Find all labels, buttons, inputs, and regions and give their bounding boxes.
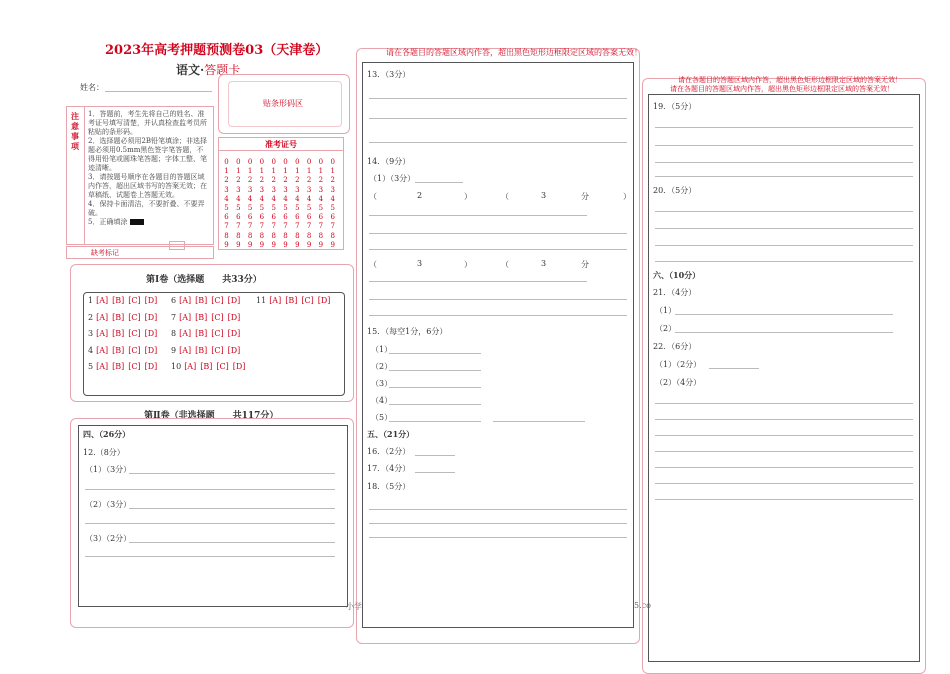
exam-id-digit[interactable]: 6 — [271, 213, 276, 222]
exam-id-digit[interactable]: 0 — [318, 158, 324, 166]
exam-id-column[interactable] — [305, 158, 314, 250]
exam-id-digit[interactable]: 9 — [330, 240, 335, 249]
exam-id-column[interactable] — [246, 158, 255, 250]
exam-id-column[interactable] — [281, 158, 290, 250]
exam-id-digit[interactable]: 9 — [271, 240, 276, 249]
answer-line[interactable] — [369, 509, 627, 510]
answer-line[interactable] — [85, 556, 335, 557]
exam-id-digit[interactable]: 5 — [224, 204, 229, 213]
exam-id-digit[interactable]: 7 — [318, 222, 324, 231]
mc-option-bubble[interactable]: [C] — [211, 345, 224, 355]
mc-question-number: 9 — [171, 345, 177, 355]
answer-line[interactable] — [655, 467, 913, 468]
exam-id-digit[interactable]: 3 — [259, 185, 265, 194]
mc-option-bubble[interactable]: [B] — [112, 296, 125, 305]
exam-id-digit[interactable]: 6 — [330, 213, 335, 222]
mc-option-bubble[interactable]: [B] — [112, 362, 125, 371]
q12-3-label: （3）（2分） — [85, 534, 132, 543]
mc-option-bubble[interactable]: [C] — [211, 329, 224, 338]
answer-line[interactable] — [129, 473, 335, 474]
exam-id-digit[interactable]: 0 — [259, 158, 265, 166]
answer-line[interactable] — [655, 261, 913, 262]
q15-3-label: （3） — [371, 379, 393, 388]
mc-option-bubble[interactable]: [B] — [112, 345, 125, 355]
exam-id-digit[interactable]: 9 — [306, 240, 312, 249]
exam-id-digit[interactable]: 9 — [318, 240, 324, 249]
answer-line[interactable] — [415, 182, 463, 183]
mc-option-bubble[interactable]: [A] — [179, 329, 192, 338]
answer-line[interactable] — [415, 472, 455, 473]
answer-line[interactable] — [369, 315, 627, 316]
mc-option-bubble[interactable]: [D] — [232, 362, 246, 371]
mc-option-bubble[interactable]: [B] — [112, 312, 125, 322]
exam-id-digit[interactable]: 0 — [330, 158, 335, 166]
answer-line[interactable] — [389, 353, 481, 354]
mc-question-number: 3 — [88, 329, 94, 338]
exam-id-digit[interactable]: 1 — [236, 167, 241, 176]
mc-option-bubble[interactable]: [C] — [128, 345, 141, 355]
q20-label: 20．（5分） — [653, 186, 697, 195]
exam-id-digit[interactable]: 9 — [259, 240, 265, 249]
exam-id-digit[interactable]: 7 — [271, 222, 276, 231]
barcode-label: 贴条形码区 — [263, 99, 303, 108]
answer-line[interactable] — [129, 508, 335, 509]
q21-2-label: （2） — [655, 324, 677, 333]
exam-id-column[interactable] — [234, 158, 243, 250]
part6-heading: 六、（10分） — [653, 270, 701, 280]
mc-option-bubble[interactable]: [A] — [96, 345, 109, 355]
exam-id-digit[interactable]: 9 — [295, 240, 300, 249]
mc-question-number: 7 — [171, 312, 177, 322]
mc-option-bubble[interactable]: [D] — [227, 345, 241, 355]
answer-line[interactable] — [369, 215, 587, 216]
exam-id-digit[interactable]: 3 — [283, 185, 288, 194]
answer-line[interactable] — [493, 421, 585, 422]
subtitle: 语文·答题卡 — [176, 63, 241, 77]
section2-title: 第Ⅱ卷（非选择题 共117分） — [144, 411, 279, 421]
exam-id-digit[interactable]: 0 — [247, 158, 253, 166]
answer-line[interactable] — [655, 145, 913, 146]
mc-option-bubble[interactable]: [C] — [211, 296, 224, 305]
exam-id-digit[interactable]: 9 — [247, 240, 253, 249]
notice-item: 5．正确填涂 — [88, 218, 209, 227]
exam-id-digit[interactable]: 4 — [236, 194, 241, 203]
exam-id-column[interactable] — [316, 158, 325, 250]
exam-id-digit[interactable]: 8 — [306, 231, 312, 240]
mc-option-bubble[interactable]: [A] — [179, 296, 192, 305]
mc-option-bubble[interactable]: [D] — [227, 296, 241, 305]
answer-line[interactable] — [655, 245, 913, 246]
absent-label: 缺考标记 — [91, 249, 119, 257]
exam-id-digit[interactable]: 4 — [306, 194, 312, 203]
exam-id-digit[interactable]: 4 — [271, 194, 276, 203]
q22-1-label: （1）（2分） — [655, 360, 702, 369]
exam-id-digit[interactable]: 1 — [295, 167, 300, 176]
exam-id-digit[interactable]: 6 — [236, 213, 241, 222]
exam-id-digit[interactable]: 1 — [224, 167, 229, 176]
exam-id-digit[interactable]: 6 — [306, 213, 312, 222]
exam-id-digit[interactable]: 0 — [224, 158, 229, 166]
mc-option-bubble[interactable]: [D] — [144, 345, 158, 355]
q15-5-label: （5） — [371, 413, 393, 422]
exam-id-label: 准考证号 — [265, 139, 297, 149]
exam-id-digit[interactable]: 2 — [295, 176, 300, 185]
answer-line[interactable] — [675, 332, 893, 333]
name-field[interactable] — [105, 91, 212, 92]
answer-line[interactable] — [369, 233, 627, 234]
exam-id-column[interactable] — [293, 158, 302, 250]
answer-line[interactable] — [369, 118, 627, 119]
exam-id-column[interactable] — [328, 158, 337, 250]
exam-id-digit[interactable]: 0 — [306, 158, 312, 166]
q19-label: 19．（5分） — [653, 102, 697, 111]
exam-id-digit[interactable]: 8 — [295, 231, 300, 240]
mc-option-bubble[interactable]: [D] — [227, 329, 241, 338]
mc-option-bubble[interactable]: [A] — [179, 345, 192, 355]
exam-id-digit[interactable]: 0 — [295, 158, 300, 166]
exam-id-digit[interactable]: 6 — [224, 213, 229, 222]
exam-id-digit[interactable]: 5 — [271, 204, 276, 213]
answer-line[interactable] — [655, 435, 913, 436]
q13-label: 13．（3分） — [367, 70, 411, 79]
answer-line[interactable] — [655, 451, 913, 452]
exam-id-digit[interactable]: 2 — [224, 176, 229, 185]
middle-warning: 请在各题目的答题区域内作答，超出黑色矩形边框限定区域的答案无效！ — [386, 48, 642, 57]
right-answer-box — [648, 94, 920, 662]
mc-question-number: 6 — [171, 296, 177, 305]
right-warning-2: 请在各题目的答题区域内作答，超出黑色矩形边框限定区域的答案无效！ — [670, 85, 894, 93]
mc-option-bubble[interactable]: [D] — [144, 296, 158, 305]
exam-id-digit[interactable]: 5 — [247, 204, 253, 213]
exam-id-digit[interactable]: 7 — [247, 222, 253, 231]
page-title: 2023年高考押题预测卷03（天津卷） — [105, 43, 329, 58]
exam-id-digit[interactable]: 1 — [247, 167, 253, 176]
answer-line[interactable] — [369, 523, 627, 524]
exam-id-digit[interactable]: 4 — [330, 194, 335, 203]
q21-1-label: （1） — [655, 306, 677, 315]
answer-line[interactable] — [369, 281, 587, 282]
exam-id-digit[interactable]: 6 — [283, 213, 288, 222]
q14-label: 14．（9分） — [367, 157, 411, 166]
exam-id-digit[interactable]: 0 — [236, 158, 241, 166]
mc-option-bubble[interactable]: [D] — [317, 296, 331, 305]
exam-id-digit[interactable]: 8 — [236, 231, 241, 240]
mc-option-bubble[interactable]: [D] — [227, 312, 241, 322]
exam-id-digit[interactable]: 6 — [295, 213, 300, 222]
exam-id-digit[interactable]: 9 — [236, 240, 241, 249]
mc-question — [88, 313, 161, 322]
mc-question — [171, 346, 244, 355]
notice-item: 1．答题前，考生先将自己的姓名、准考证号填写清楚，并认真检查监考员所粘贴的条形码。 — [88, 110, 207, 136]
exam-id-digit[interactable]: 7 — [283, 222, 288, 231]
exam-id-digit[interactable]: 9 — [224, 240, 229, 249]
exam-id-digit[interactable]: 1 — [283, 167, 288, 176]
exam-id-digit[interactable]: 8 — [259, 231, 265, 240]
mc-option-bubble[interactable]: [A] — [184, 362, 197, 371]
mc-grid — [83, 292, 345, 396]
exam-id-digit[interactable]: 0 — [271, 158, 276, 166]
absent-row — [66, 246, 214, 259]
q15-label: 15．（每空1分，6分） — [367, 327, 448, 336]
q12-1-label: （1）（3分） — [85, 465, 132, 474]
exam-id-digit[interactable]: 5 — [283, 204, 288, 213]
mc-option-bubble[interactable]: [A] — [96, 312, 109, 322]
section1-title: 第Ⅰ卷（选择题 共33分） — [146, 275, 262, 285]
mc-option-bubble[interactable]: [C] — [301, 296, 314, 305]
exam-id-column[interactable] — [257, 158, 266, 250]
mc-option-bubble[interactable]: [D] — [144, 312, 158, 322]
answer-line[interactable] — [655, 228, 913, 229]
right-warning-1: 请在各题目的答题区域内作答，超出黑色矩形边框限定区域的答案无效！ — [678, 76, 902, 84]
notice-item: 3．请按题号顺序在各题目的答题区域内作答，超出区域书写的答案无效；在草稿纸、试题卷上答题无效。 — [88, 173, 207, 199]
exam-id-digit[interactable]: 6 — [318, 213, 324, 222]
mc-question-number: 2 — [88, 312, 94, 322]
exam-id-digit[interactable]: 3 — [318, 185, 324, 194]
q21-label: 21．（4分） — [653, 288, 697, 297]
answer-line[interactable] — [655, 127, 913, 128]
middle-answer-box: 13．（3分） 14．（9分） （1）（3分） （ 2 ） （ 3 分 ） （ 3 ） （ 3 分 15．（每空1分，6分） （1） （2） （3） （4） （5） 五、（21分） 16．（2分） 17．（4分） 18．（5分） — [362, 62, 634, 628]
q15-2-label: （2） — [371, 362, 393, 371]
mc-option-bubble[interactable]: [A] — [96, 329, 109, 338]
mc-question — [171, 362, 249, 371]
exam-id-digit[interactable]: 1 — [330, 167, 335, 176]
mc-option-bubble[interactable]: [C] — [128, 312, 141, 322]
answer-line[interactable] — [655, 211, 913, 212]
notice-title: 注 意 事 项 — [71, 111, 79, 151]
exam-id-digit[interactable]: 7 — [236, 222, 241, 231]
exam-id-digit[interactable]: 3 — [236, 185, 241, 194]
exam-id-digit[interactable]: 8 — [271, 231, 276, 240]
mc-option-bubble[interactable]: [B] — [200, 362, 213, 371]
exam-id-digit[interactable]: 3 — [271, 185, 276, 194]
mc-question-number: 10 — [171, 362, 182, 371]
exam-id-digit[interactable]: 4 — [247, 194, 253, 203]
exam-id-digit[interactable]: 8 — [318, 231, 324, 240]
notice-list — [88, 110, 209, 227]
exam-id-digit[interactable]: 1 — [271, 167, 276, 176]
exam-id-digit[interactable]: 6 — [259, 213, 265, 222]
answer-line[interactable] — [655, 483, 913, 484]
exam-id-digit[interactable]: 0 — [283, 158, 288, 166]
mc-option-bubble[interactable]: [D] — [144, 329, 158, 338]
exam-id-digit[interactable]: 8 — [247, 231, 253, 240]
mc-question — [88, 296, 161, 305]
mc-option-bubble[interactable]: [A] — [96, 296, 109, 305]
answer-line[interactable] — [85, 489, 335, 490]
exam-id-digit[interactable]: 2 — [330, 176, 335, 185]
mc-option-bubble[interactable]: [C] — [128, 362, 141, 371]
exam-id-digit[interactable]: 4 — [224, 194, 229, 203]
mc-option-bubble[interactable]: [A] — [96, 362, 109, 371]
answer-line[interactable] — [129, 542, 335, 543]
exam-id-digit[interactable]: 3 — [306, 185, 312, 194]
answer-line[interactable] — [655, 162, 913, 163]
exam-id-digit[interactable]: 7 — [306, 222, 312, 231]
exam-id-digit[interactable]: 5 — [259, 204, 265, 213]
answer-line[interactable] — [675, 314, 893, 315]
exam-id-digit[interactable]: 3 — [295, 185, 300, 194]
mc-option-bubble[interactable]: [C] — [211, 312, 224, 322]
part4-heading: 四、（26分） — [83, 429, 131, 439]
answer-line[interactable] — [85, 523, 335, 524]
part5-heading: 五、（21分） — [367, 429, 415, 439]
answer-line[interactable] — [655, 176, 913, 177]
mc-question — [88, 362, 161, 371]
q15-4-label: （4） — [371, 396, 393, 405]
answer-line[interactable] — [389, 404, 481, 405]
answer-line[interactable] — [389, 370, 481, 371]
q22-label: 22．（6分） — [653, 342, 697, 351]
answer-line[interactable] — [709, 368, 759, 369]
mc-question — [88, 329, 161, 338]
answer-line[interactable] — [369, 249, 627, 250]
mc-option-bubble[interactable]: [C] — [128, 296, 141, 305]
q14-1-label: （1）（3分） — [369, 174, 416, 183]
exam-id-digit[interactable]: 3 — [330, 185, 335, 194]
exam-id-digit[interactable]: 2 — [271, 176, 276, 185]
filled-sample-mark — [130, 219, 144, 225]
mc-question — [171, 313, 244, 322]
mc-option-bubble[interactable]: [C] — [216, 362, 229, 371]
answer-line[interactable] — [655, 403, 913, 404]
exam-id-digit[interactable]: 3 — [247, 185, 253, 194]
q17-label: 17．（4分） — [367, 464, 411, 473]
exam-id-column[interactable] — [269, 158, 278, 250]
mc-question — [88, 346, 161, 355]
exam-id-digit[interactable]: 6 — [247, 213, 253, 222]
exam-id-digit[interactable]: 1 — [318, 167, 324, 176]
exam-id-digit[interactable]: 2 — [259, 176, 265, 185]
mc-option-bubble[interactable]: [B] — [285, 296, 298, 305]
mc-option-bubble[interactable]: [C] — [128, 329, 141, 338]
q22-2-label: （2）（4分） — [655, 378, 702, 387]
notice-item: 2．选择题必须用2B铅笔填涂；非选择题必须用0.5mm黑色签字笔答题，不得用铅笔或圆珠笔答题；字体工整、笔迹清晰。 — [88, 137, 208, 172]
q18-label: 18．（5分） — [367, 482, 411, 491]
q12-2-label: （2）（3分） — [85, 500, 132, 509]
mc-option-bubble[interactable]: [A] — [179, 312, 192, 322]
exam-id-digit[interactable]: 9 — [283, 240, 288, 249]
exam-id-digit[interactable]: 4 — [283, 194, 288, 203]
exam-id-column[interactable] — [222, 158, 231, 250]
notice-box — [66, 106, 214, 245]
mc-question-number: 11 — [256, 296, 267, 305]
exam-id-digit[interactable]: 4 — [295, 194, 300, 203]
exam-id-digit[interactable]: 7 — [330, 222, 335, 231]
mc-option-bubble[interactable]: [B] — [195, 345, 208, 355]
exam-id-digit[interactable]: 2 — [283, 176, 288, 185]
exam-id-digit[interactable]: 8 — [283, 231, 288, 240]
section2-box — [78, 425, 348, 607]
mc-question-number: 8 — [171, 329, 177, 338]
absent-checkbox[interactable] — [169, 241, 185, 250]
q15-1-label: （1） — [371, 345, 393, 354]
answer-line[interactable] — [389, 421, 481, 422]
barcode-area — [218, 74, 350, 134]
exam-id-digit[interactable]: 7 — [295, 222, 300, 231]
exam-id-digit[interactable]: 5 — [306, 204, 312, 213]
answer-line[interactable] — [369, 142, 627, 143]
mc-question-number: 1 — [88, 296, 94, 305]
footer-left-fragment: 小学 — [346, 602, 362, 611]
exam-id-digit[interactable]: 8 — [330, 231, 335, 240]
mc-option-bubble[interactable]: [D] — [144, 362, 158, 371]
name-label: 姓名： — [80, 83, 104, 92]
exam-id-digit[interactable]: 2 — [306, 176, 312, 185]
exam-id-digit[interactable]: 3 — [224, 185, 229, 194]
mc-option-bubble[interactable]: [B] — [195, 312, 208, 322]
exam-id-digit[interactable]: 5 — [318, 204, 324, 213]
exam-id-digit[interactable]: 7 — [224, 222, 229, 231]
q16-label: 16．（2分） — [367, 447, 411, 456]
exam-id-digit[interactable]: 1 — [306, 167, 312, 176]
exam-id-digit[interactable]: 4 — [318, 194, 324, 203]
mc-question — [256, 296, 334, 305]
answer-line[interactable] — [415, 455, 455, 456]
answer-line[interactable] — [369, 299, 627, 300]
exam-id-digit[interactable]: 7 — [259, 222, 265, 231]
exam-id-digit[interactable]: 2 — [247, 176, 253, 185]
mc-option-bubble[interactable]: [A] — [269, 296, 282, 305]
exam-id-digit[interactable]: 5 — [330, 204, 335, 213]
answer-line[interactable] — [655, 419, 913, 420]
answer-line[interactable] — [369, 98, 627, 99]
mc-option-bubble[interactable]: [B] — [195, 329, 208, 338]
answer-line[interactable] — [655, 499, 913, 500]
exam-id-digit[interactable]: 2 — [318, 176, 324, 185]
mc-question-number: 5 — [88, 362, 94, 371]
exam-id-digit[interactable]: 4 — [259, 194, 265, 203]
answer-line[interactable] — [369, 537, 627, 538]
exam-id-digit[interactable]: 8 — [224, 231, 229, 240]
notice-item: 4．保持卡面清洁，不要折叠、不要弄破。 — [88, 200, 205, 217]
mc-option-bubble[interactable]: [B] — [195, 296, 208, 305]
q12-label: 12.（8分） — [83, 448, 125, 457]
mc-question — [171, 296, 244, 305]
mc-question — [171, 329, 244, 338]
exam-id-digit[interactable]: 5 — [295, 204, 300, 213]
exam-id-digit[interactable]: 2 — [236, 176, 241, 185]
exam-id-digit[interactable]: 1 — [259, 167, 265, 176]
mc-question-number: 4 — [88, 345, 94, 355]
mc-option-bubble[interactable]: [B] — [112, 329, 125, 338]
answer-line[interactable] — [389, 387, 481, 388]
exam-id-digit[interactable]: 5 — [236, 204, 241, 213]
footer-right-fragment: 5.co — [634, 601, 651, 610]
